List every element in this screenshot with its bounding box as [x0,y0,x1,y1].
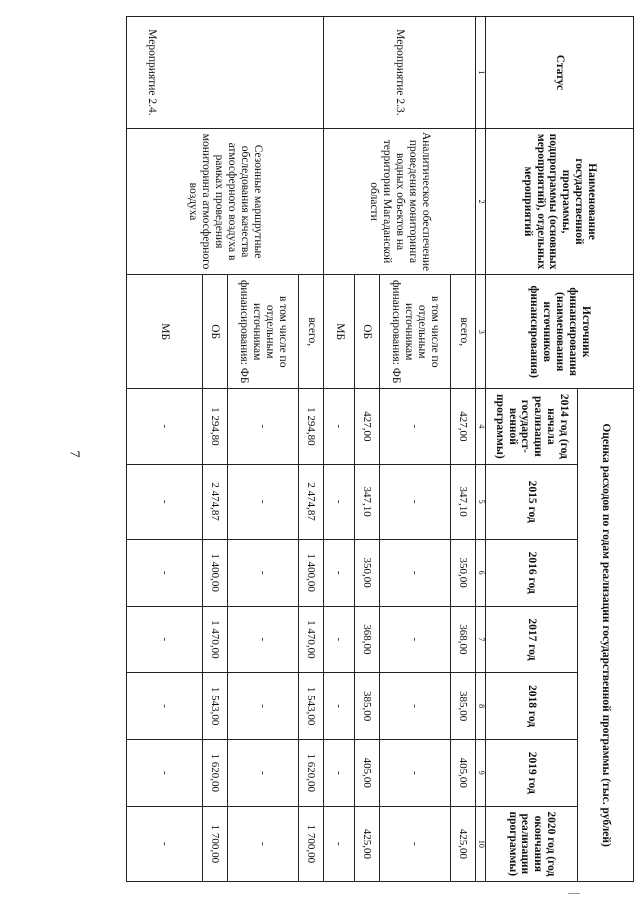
value-cell: - [323,739,354,806]
column-number: 3 [476,275,486,389]
value-cell: 1 470,00 [203,606,228,673]
column-number: 9 [476,739,486,806]
value-cell: - [323,606,354,673]
value-cell: - [227,673,299,740]
status-cell: Мероприятие 2.4. [127,17,324,129]
value-cell: 1 620,00 [203,739,228,806]
header-name: Наименование государственной программы, подпрограммы (основных мероприятий), отдельных мероприятий [486,128,634,274]
source-cell: в том числе по отдельным источникам финансирования: ФБ [227,275,299,389]
value-cell: 350,00 [451,539,476,606]
column-number: 1 [476,17,486,129]
source-cell: МБ [323,275,354,389]
column-number: 5 [476,464,486,539]
value-cell: - [323,806,354,881]
value-cell: 2 474,87 [203,464,228,539]
header-year-2019: 2019 год [486,739,578,806]
value-cell: - [227,464,299,539]
value-cell: - [127,389,203,464]
value-cell: 1 294,80 [203,389,228,464]
value-cell: - [379,464,451,539]
rotated-table-container [110,14,640,894]
value-cell: - [127,806,203,881]
header-year-2016: 2016 год [486,539,578,606]
value-cell: 1 400,00 [299,539,324,606]
column-number: 10 [476,806,486,881]
value-cell: - [323,389,354,464]
status-cell: Мероприятие 2.3. [323,17,475,129]
table-row [299,17,324,882]
source-cell: всего, [299,275,324,389]
value-cell: 347,10 [355,464,380,539]
value-cell: 2 474,87 [299,464,324,539]
value-cell: 368,00 [451,606,476,673]
value-cell: - [379,389,451,464]
value-cell: - [227,389,299,464]
value-cell: 1 700,00 [299,806,324,881]
value-cell: - [379,606,451,673]
column-number: 6 [476,539,486,606]
value-cell: - [323,539,354,606]
value-cell: 425,00 [355,806,380,881]
header-status: Статус [486,17,634,129]
value-cell: 385,00 [451,673,476,740]
header-year-2018: 2018 год [486,673,578,740]
value-cell: - [379,539,451,606]
value-cell: - [127,464,203,539]
value-cell: 1 400,00 [203,539,228,606]
value-cell: - [127,539,203,606]
value-cell: - [379,739,451,806]
source-cell: ОБ [355,275,380,389]
value-cell: - [227,806,299,881]
source-cell: МБ [127,275,203,389]
value-cell: 427,00 [355,389,380,464]
value-cell: - [227,606,299,673]
header-year-2020: 2020 год (год окончания реализации программы) [486,806,578,881]
value-cell: - [127,673,203,740]
value-cell: 405,00 [355,739,380,806]
value-cell: 347,10 [451,464,476,539]
value-cell: 1 543,00 [299,673,324,740]
source-cell: в том числе по отдельным источникам финансирования: ФБ [379,275,451,389]
header-year-2017: 2017 год [486,606,578,673]
header-estimate: Оценка расходов по годам реализации государственной программы (тыс. рублей) [578,389,634,882]
value-cell: 1 294,80 [299,389,324,464]
activity-name-cell: Аналитическое обеспечение проведения мониторинга водных объектов на территории Магаданской области [323,128,475,274]
column-number: 4 [476,389,486,464]
value-cell: 425,00 [451,806,476,881]
column-number: 8 [476,673,486,740]
activity-name-cell: Сезонные маршрутные обследования качества атмосферного воздуха в рамках проведения мониторинга атмосферного воздуха [127,128,324,274]
value-cell: 385,00 [355,673,380,740]
value-cell: 1 620,00 [299,739,324,806]
source-cell: всего, [451,275,476,389]
page-number: 7 [66,450,82,458]
budget-table [126,16,634,882]
value-cell: 1 543,00 [203,673,228,740]
value-cell: - [227,539,299,606]
header-year-2014: 2014 год (год начала реализации государст-венной программы) [486,389,578,464]
table-row [451,17,476,882]
source-cell: ОБ [203,275,228,389]
value-cell: - [323,673,354,740]
value-cell: 427,00 [451,389,476,464]
value-cell: 1 470,00 [299,606,324,673]
value-cell: - [379,806,451,881]
value-cell: - [323,464,354,539]
value-cell: 350,00 [355,539,380,606]
header-year-2015: 2015 год [486,464,578,539]
value-cell: 1 700,00 [203,806,228,881]
value-cell: - [379,673,451,740]
column-number: 7 [476,606,486,673]
value-cell: - [127,739,203,806]
column-number: 2 [476,128,486,274]
value-cell: 368,00 [355,606,380,673]
value-cell: 405,00 [451,739,476,806]
column-number-row [476,17,486,882]
value-cell: - [227,739,299,806]
value-cell: - [127,606,203,673]
header-source: Источник финансирования (наименования источников финансирования) [486,275,634,389]
